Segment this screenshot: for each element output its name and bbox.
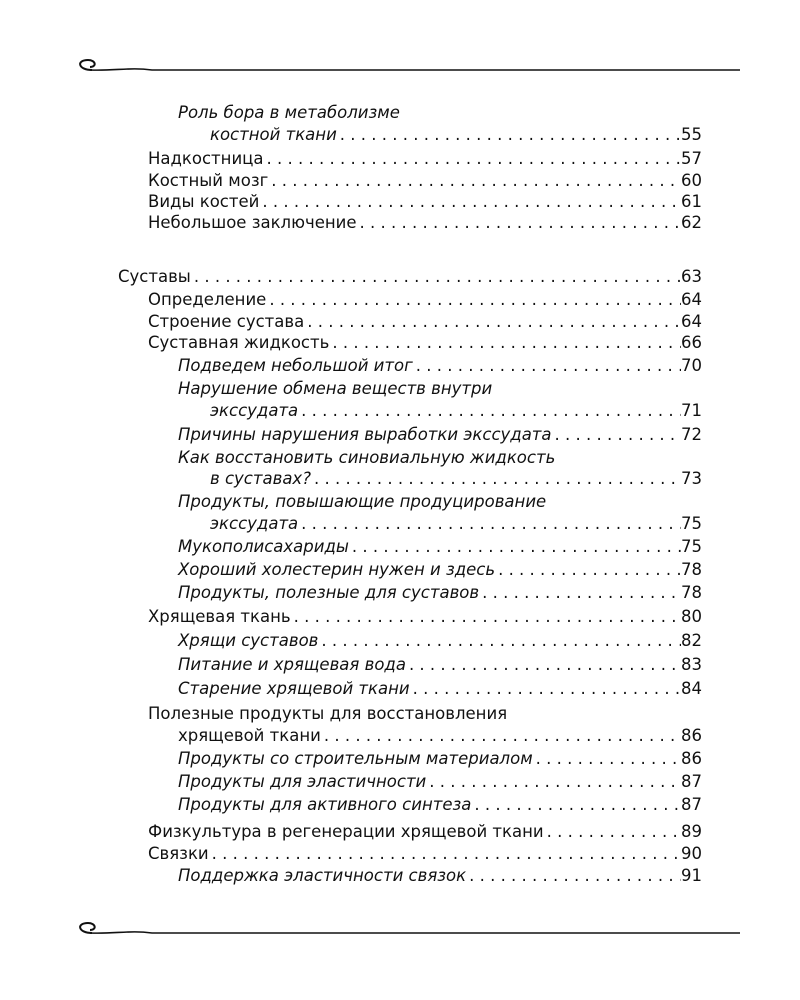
- toc-entry-bone-types[interactable]: [0, 191, 702, 213]
- dot-leader: [209, 843, 681, 865]
- entry-title: Костный мозг: [148, 171, 269, 190]
- toc-entry-mucopolysaccharides[interactable]: [0, 536, 702, 558]
- entry-title: Причины нарушения выработки экссудата: [178, 425, 552, 444]
- entry-title: в суставах?: [210, 469, 311, 488]
- entry-page: 60: [681, 171, 702, 190]
- toc-entry-boron-line2[interactable]: [0, 124, 702, 146]
- entry-title: экссудата: [210, 514, 299, 533]
- entry-page: 70: [681, 356, 702, 375]
- entry-page: 89: [681, 822, 702, 841]
- toc-entry-restore-fluid-line2[interactable]: [0, 468, 702, 490]
- dot-leader: [410, 678, 681, 700]
- toc-entry-nutrition-water[interactable]: [0, 654, 702, 676]
- entry-page: 71: [681, 401, 702, 420]
- toc-entry-synovial-fluid[interactable]: [0, 332, 702, 354]
- entry-title: Продукты для активного синтеза: [178, 795, 472, 814]
- entry-title: Надкостница: [148, 149, 264, 168]
- entry-page: 63: [681, 267, 702, 286]
- entry-title: Суставы: [118, 267, 191, 286]
- entry-page: 83: [681, 655, 702, 674]
- dot-leader: [357, 212, 681, 234]
- dot-leader: [349, 536, 681, 558]
- toc-entry-active-synthesis[interactable]: [0, 794, 702, 816]
- dot-leader: [298, 513, 681, 535]
- entry-page: 75: [681, 514, 702, 533]
- toc-entry-restoration-line2[interactable]: [0, 725, 702, 747]
- entry-title: Подведем небольшой итог: [178, 356, 413, 375]
- dot-leader: [304, 311, 681, 333]
- entry-page: 55: [681, 125, 702, 144]
- entry-page: 64: [681, 312, 702, 331]
- toc-entry-good-cholesterol[interactable]: [0, 559, 702, 581]
- toc-entry-elasticity-foods[interactable]: [0, 771, 702, 793]
- toc-entry-ligament-elasticity[interactable]: [0, 865, 702, 887]
- entry-page: 64: [681, 290, 702, 309]
- entry-title: Связки: [148, 844, 209, 863]
- toc-entry-production-line2[interactable]: [0, 513, 702, 535]
- entry-title: Продукты, полезные для суставов: [178, 583, 480, 602]
- toc-entry-cartilage-aging[interactable]: [0, 678, 702, 700]
- entry-title: Продукты для эластичности: [178, 772, 427, 791]
- toc-entry-exudate-causes[interactable]: [0, 424, 702, 446]
- entry-title: Хрящи суставов: [178, 631, 319, 650]
- entry-title: Продукты со строительным материалом: [178, 749, 533, 768]
- dot-leader: [311, 468, 681, 490]
- entry-page: 91: [681, 866, 702, 885]
- dot-leader: [318, 630, 681, 652]
- entry-page: 72: [681, 425, 702, 444]
- entry-title: Небольшое заключение: [148, 213, 357, 232]
- entry-page: 80: [681, 607, 702, 626]
- entry-title: хрящевой ткани: [178, 726, 321, 745]
- toc-entry-cartilage[interactable]: [0, 606, 702, 628]
- entry-title: экссудата: [210, 401, 299, 420]
- dot-leader: [321, 725, 681, 747]
- dot-leader: [191, 266, 681, 288]
- entry-page: 78: [681, 583, 702, 602]
- toc-entry-joints[interactable]: [0, 266, 702, 288]
- entry-title: Определение: [148, 290, 267, 309]
- entry-page: 82: [681, 631, 702, 650]
- toc-entry-metabolism-line2[interactable]: [0, 400, 702, 422]
- entry-page: 57: [681, 149, 702, 168]
- entry-title: костной ткани: [210, 125, 337, 144]
- entry-page: 61: [681, 192, 702, 211]
- toc-entry-boron-line1: Роль бора в метаболизме: [178, 103, 400, 122]
- entry-page: 87: [681, 772, 702, 791]
- toc-entry-physical-exercise[interactable]: [0, 821, 702, 843]
- dot-leader: [426, 771, 681, 793]
- entry-title: Физкультура в регенерации хрящевой ткани: [148, 822, 544, 841]
- dot-leader: [471, 794, 681, 816]
- dot-leader: [264, 148, 681, 170]
- dot-leader: [544, 821, 681, 843]
- dot-leader: [552, 424, 681, 446]
- entry-title: Виды костей: [148, 192, 260, 211]
- entry-page: 66: [681, 333, 702, 352]
- entry-page: 62: [681, 213, 702, 232]
- dot-leader: [329, 332, 681, 354]
- entry-title: Хороший холестерин нужен и здесь: [178, 560, 496, 579]
- entry-page: 78: [681, 560, 702, 579]
- entry-page: 75: [681, 537, 702, 556]
- dot-leader: [406, 654, 681, 676]
- toc-entry-restoration-line1: Полезные продукты для восстановления: [148, 704, 508, 723]
- entry-page: 86: [681, 749, 702, 768]
- dot-leader: [259, 191, 681, 213]
- dot-leader: [495, 559, 681, 581]
- dot-leader: [533, 748, 681, 770]
- entry-title: Старение хрящевой ткани: [178, 679, 410, 698]
- entry-title: Хрящевая ткань: [148, 607, 291, 626]
- dot-leader: [479, 582, 681, 604]
- toc-entry-production-line1: Продукты, повышающие продуцирование: [178, 492, 547, 511]
- toc-entry-small-conclusion[interactable]: [0, 212, 702, 234]
- toc-entry-bone-marrow[interactable]: [0, 170, 702, 192]
- entry-title: Питание и хрящевая вода: [178, 655, 406, 674]
- dot-leader: [268, 170, 681, 192]
- entry-title: Суставная жидкость: [148, 333, 330, 352]
- toc-entry-joint-cartilage[interactable]: [0, 630, 702, 652]
- entry-page: 73: [681, 469, 702, 488]
- toc-entry-summary[interactable]: [0, 355, 702, 377]
- entry-title: Поддержка эластичности связок: [178, 866, 467, 885]
- dot-leader: [337, 124, 681, 146]
- toc-entry-definition[interactable]: [0, 289, 702, 311]
- dot-leader: [413, 355, 681, 377]
- dot-leader: [291, 606, 681, 628]
- dot-leader: [266, 289, 681, 311]
- bottom-ornament-rule: [70, 918, 740, 948]
- entry-page: 84: [681, 679, 702, 698]
- dot-leader: [466, 865, 681, 887]
- entry-page: 86: [681, 726, 702, 745]
- dot-leader: [298, 400, 681, 422]
- entry-title: Мукополисахариды: [178, 537, 349, 556]
- toc-entry-ligaments[interactable]: [0, 843, 702, 865]
- toc-entry-periosteum[interactable]: [0, 148, 702, 170]
- entry-page: 90: [681, 844, 702, 863]
- toc-entry-joint-foods[interactable]: [0, 582, 702, 604]
- entry-title: Строение сустава: [148, 312, 305, 331]
- toc-entry-joint-structure[interactable]: [0, 311, 702, 333]
- toc-entry-building-material[interactable]: [0, 748, 702, 770]
- toc-entry-restore-fluid-line1: Как восстановить синовиальную жидкость: [178, 448, 556, 467]
- toc-entry-metabolism-line1: Нарушение обмена веществ внутри: [178, 379, 493, 398]
- entry-page: 87: [681, 795, 702, 814]
